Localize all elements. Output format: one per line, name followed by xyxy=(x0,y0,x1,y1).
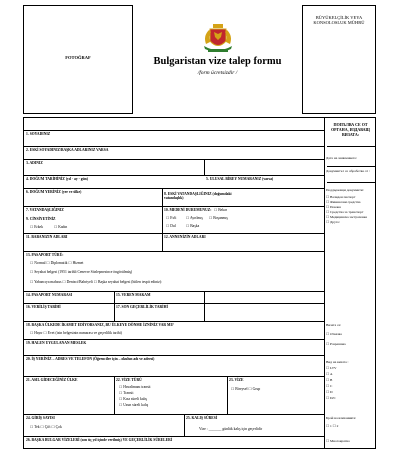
father-name-label: 11. BABANIZIN ADLARI xyxy=(26,235,68,239)
residence-permit-options[interactable]: ☐ Hayır ☐ Evet (izin belgesinin numarası ve geçerlilik tarihi) xyxy=(30,331,122,335)
passport-type-row3[interactable]: ☐ Yabancıya mahsus ☐ Denizci/Bahriyeli ☐ Başka seyahat belgesi (hitlen tespit ediniz): xyxy=(30,280,162,284)
sidebar-type-c[interactable]: ☐ С xyxy=(326,384,333,388)
marital-widowed-option[interactable]: ☐ Dul xyxy=(166,224,176,228)
destination-country-label: 21. ASIL GİDECEĞİNİZ ÜLKE xyxy=(26,378,78,382)
first-name-label: 3. ADINIZ xyxy=(26,161,43,165)
official-use-heading: ПОПЪЛВА СЕ ОТ ОРГАНА, ИЗДАВАЩ ВИЗАТА: xyxy=(331,122,370,137)
visa-type-long-stay[interactable]: ☐ Uzun süreli kalış xyxy=(119,403,149,407)
marital-divorced-option[interactable]: ☐ Boşanmış xyxy=(209,216,228,220)
sidebar-doc-insurance[interactable]: ☐ Медицинска застраховка xyxy=(326,215,368,219)
gender-label: 9. CİNSİYETİNİZ xyxy=(26,217,56,221)
passport-number-label: 14. PASAPORT NUMARASI xyxy=(26,293,73,297)
consulate-stamp-box xyxy=(302,5,376,114)
form-title: Bulgaristan vize talep formu xyxy=(153,56,282,67)
occupation-label: 19. HALEN UYGULANAN MESLEK xyxy=(26,341,87,345)
application-form xyxy=(23,117,376,449)
sidebar-doc-funds[interactable]: ☐ Финансови средства xyxy=(326,200,361,204)
sidebar-visa-type-title: Вид на визата : xyxy=(326,360,349,364)
sidebar-divider xyxy=(324,118,325,449)
sidebar-doc-invitation[interactable]: ☐ Покана xyxy=(326,205,341,209)
sidebar-visa-granted[interactable]: ☐ Разрешава xyxy=(326,342,346,346)
marital-status-label: 10. MEDENİ DURUMUNUZ: xyxy=(164,208,212,212)
sidebar-type-dc[interactable]: ☐ D/C xyxy=(326,396,336,400)
sidebar-doc-other[interactable]: ☐ Друго: xyxy=(326,220,340,224)
issuing-authority-label: 15. VEREN MAKAM xyxy=(116,293,151,297)
expiry-date-label: 17. SON GEÇERLİLİK TARİHİ xyxy=(116,305,168,309)
previous-visas-label: 26. BAŞKA BULGAR VİZELERİ (son üç yıl içinde verilmiş) VE GEÇERLİLİK SÜRELERİ xyxy=(26,438,173,442)
entries-label: 24. GİRİŞ SAYISI xyxy=(26,416,55,420)
gender-male-option[interactable]: ☐ Erkek xyxy=(30,225,44,229)
sidebar-type-d[interactable]: ☐ D xyxy=(326,390,333,394)
sidebar-type-ltv[interactable]: ☐ LTV xyxy=(326,366,337,370)
marital-married-option[interactable]: ☐ Evli xyxy=(166,216,177,220)
marital-single-option[interactable]: ☐ Bekar xyxy=(214,208,228,212)
passport-type-label: 13. PASAPORT TÜRÜ: xyxy=(26,253,64,257)
residence-permit-label: 18. BAŞKA ÜLKEDE İKAMET EDİYORSANIZ, BU ÜLKEYE DÖNME İZNİNİZ VAR MI? xyxy=(26,323,174,327)
employer-label: 20. İŞ YERİNİZ – ADRES VE TELEFON (Öğrenciler için – okulun adı ve adresi) xyxy=(26,357,155,361)
photo-box xyxy=(23,5,133,114)
sidebar-entries-title: Брой на влизанията: xyxy=(326,416,357,420)
visa-individual-group-options[interactable]: ☐ Bireysel ☐ Grup xyxy=(231,387,261,391)
sidebar-visa-title: Визата се: xyxy=(326,323,342,327)
sidebar-entries-options[interactable]: ☐ 1 ☐ 2 xyxy=(326,424,339,428)
former-surname-label: 2. ESKİ SOYADINIZ/BAŞKA ADLARINIZ VARSA xyxy=(26,148,109,152)
visa-type-transit[interactable]: ☐ Transit xyxy=(119,391,134,395)
nationality-label: 7. VATANDAŞLIĞINIZ xyxy=(26,208,64,212)
photo-label: FOTOĞRAF xyxy=(65,55,91,60)
marital-separated-option[interactable]: ☐ Ayrılmış xyxy=(186,216,203,220)
sidebar-multiple-entries[interactable]: ☐ Многократно xyxy=(326,439,350,443)
passport-type-row2[interactable]: ☐ Seyahat belgesi (1951 tarihli Cenevre Sözleşmesince öngörülmüş) xyxy=(30,270,133,274)
former-nationality-label: 8. ESKİ VATANDAŞLIĞINIZ (doğumdaki vatandaşlık) xyxy=(164,192,232,201)
sidebar-doc-transport[interactable]: ☐ Средства за транспорт xyxy=(326,210,364,214)
visa-label: 23. VİZE xyxy=(229,378,244,382)
stay-duration-line[interactable]: Vize : _______ günlük kalış için geçerlidir xyxy=(199,427,263,431)
sidebar-docs-title: Поддържащи документи: xyxy=(326,188,364,192)
visa-type-airport-transit[interactable]: ☐ Havalimanı transit xyxy=(119,385,151,389)
sidebar-type-a[interactable]: ☐ А xyxy=(326,372,333,376)
sidebar-doc-passport[interactable]: ☐ Валиден паспорт xyxy=(326,195,356,199)
sidebar-visa-refused[interactable]: ☐ Отказва xyxy=(326,332,342,336)
gender-female-option[interactable]: ☐ Kadın xyxy=(54,225,68,229)
birth-date-label: 4. DOĞUM TARİHİNİZ (yıl - ay - gün) xyxy=(26,177,88,181)
stay-duration-label: 25. KALIŞ SÜRESİ xyxy=(186,416,218,420)
entries-options[interactable]: ☐ Tek ☐ Çift ☐ Çok xyxy=(30,425,62,429)
marital-other-option[interactable]: ☐ Başka xyxy=(186,224,200,228)
sidebar-date-label: Дата на заявлението: xyxy=(326,156,358,160)
visa-type-label: 22. VİZE TÜRÜ xyxy=(116,378,142,382)
surname-label: 1. SOYADINIZ xyxy=(26,132,51,136)
bulgaria-coat-of-arms-icon xyxy=(200,22,236,54)
form-subtitle: /form ücretsizdir / xyxy=(197,70,238,76)
sidebar-type-b[interactable]: ☐ В xyxy=(326,378,333,382)
birth-place-label: 6. DOĞUM YERİNİZ (yer ve ülke) xyxy=(26,190,82,194)
visa-type-short-stay[interactable]: ☐ Kısa süreli kalış xyxy=(119,397,147,401)
mother-name-label: 12. ANNENİZİN ADLARI xyxy=(164,235,206,239)
passport-type-row1[interactable]: ☐ Normal ☐ Diplomatik ☐ Hizmet xyxy=(30,261,84,265)
national-id-label: 5. ULUSAL BİREY NUMARANIZ (varsa) xyxy=(206,177,274,181)
issue-date-label: 16. VERİLİŞ TARİHİ xyxy=(26,305,61,309)
sidebar-docnum-label: Документът се обработва от : xyxy=(326,169,370,173)
consulate-stamp-label: BÜYÜKELÇİLİK VEYA KONSOLOSLUK MÜHRÜ xyxy=(313,15,365,26)
